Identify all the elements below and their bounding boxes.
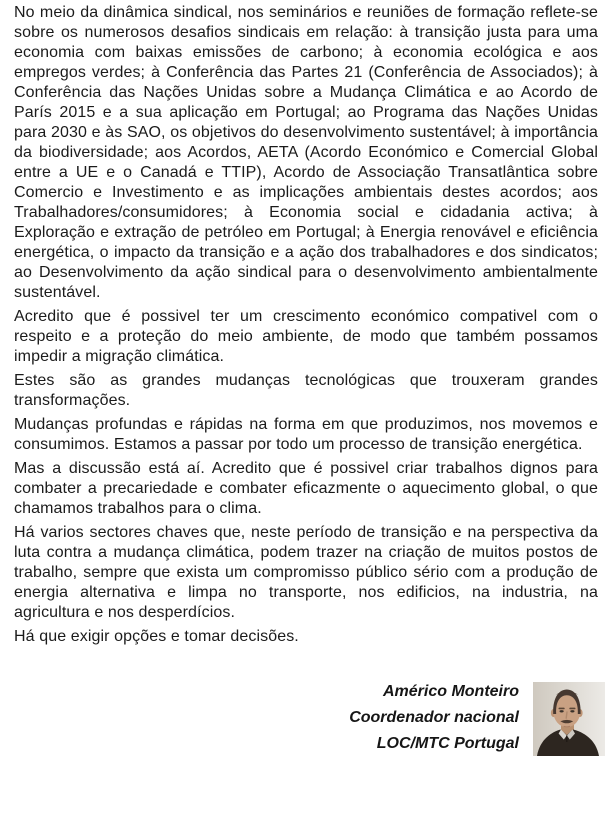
portrait-photo-image: [533, 682, 605, 756]
paragraph-4: Mudanças profundas e rápidas na forma em que produzimos, nos movemos e consumimos. Estamos a passar por todo um processo de transição energética.: [14, 416, 598, 453]
signature-role: Coordenador nacional: [349, 709, 519, 726]
paragraph-7: Há que exigir opções e tomar decisões.: [14, 628, 299, 645]
paragraph-1: No meio da dinâmica sindical, nos seminários e reuniões de formação reflete-se sobre os numerosos desafios sindicais em relação: à transição justa para uma economia com baixas emissões de carbono; à economia ecológica e aos empregos verdes; à Conferência das Partes 21 (Conferência de Associados); à Conferência das Nações Unidas sobre a Mudança Climática e ao Acordo de París 2015 e a sua aplicação em Portugal; ao Programa das Nações Unidas para 2030 e às SAO, os objetivos do desenvolvimento sustentável; à importância da biodiversidade; aos Acordos, AETA (Acordo Económico e Comercial Global entre a UE e o Canadá e TTIP), Acordo de Associação Transatlântica sobre Comercio e Investimento e as implicações ambientais destes acordos; aos Trabalhadores/consumidores; à Economia social e cidadania activa; à Exploração e extração de petróleo em Portugal; à Energia renovável e eficiência energética, o impacto da transição e a ação dos trabalhadores e dos sindicatos; ao Desenvolvimento da ação sindical para o desenvolvimento ambientalmente sustentável.: [14, 4, 598, 301]
signature-name: Américo Monteiro: [382, 683, 519, 700]
paragraph-5: Mas a discussão está aí. Acredito que é possivel criar trabalhos dignos para combater a precariedade e combater eficazmente o aquecimento global, o que chamamos trabalhos para o clima.: [14, 460, 598, 517]
signature-text: [349, 679, 519, 757]
portrait-photo: [533, 682, 605, 756]
paragraph-6: Há varios sectores chaves que, neste período de transição e na perspectiva da luta contra a mudança climática, podem trazer na criação de muitos postos de trabalho, sempre que exista um compromisso público sério com a produção de energia alternativa e limpa no transporte, nos edificios, na industria, na agricultura e nos desperdícios.: [14, 524, 598, 621]
paragraph-2: Acredito que é possivel ter um crescimento económico compativel com o respeito e a proteção do meio ambiente, de modo que também possamos impedir a migração climática.: [14, 308, 598, 365]
signature-block: [14, 679, 605, 757]
signature-org: LOC/MTC Portugal: [376, 735, 519, 752]
paragraph-3: Estes são as grandes mudanças tecnológicas que trouxeram grandes transformações.: [14, 372, 598, 409]
